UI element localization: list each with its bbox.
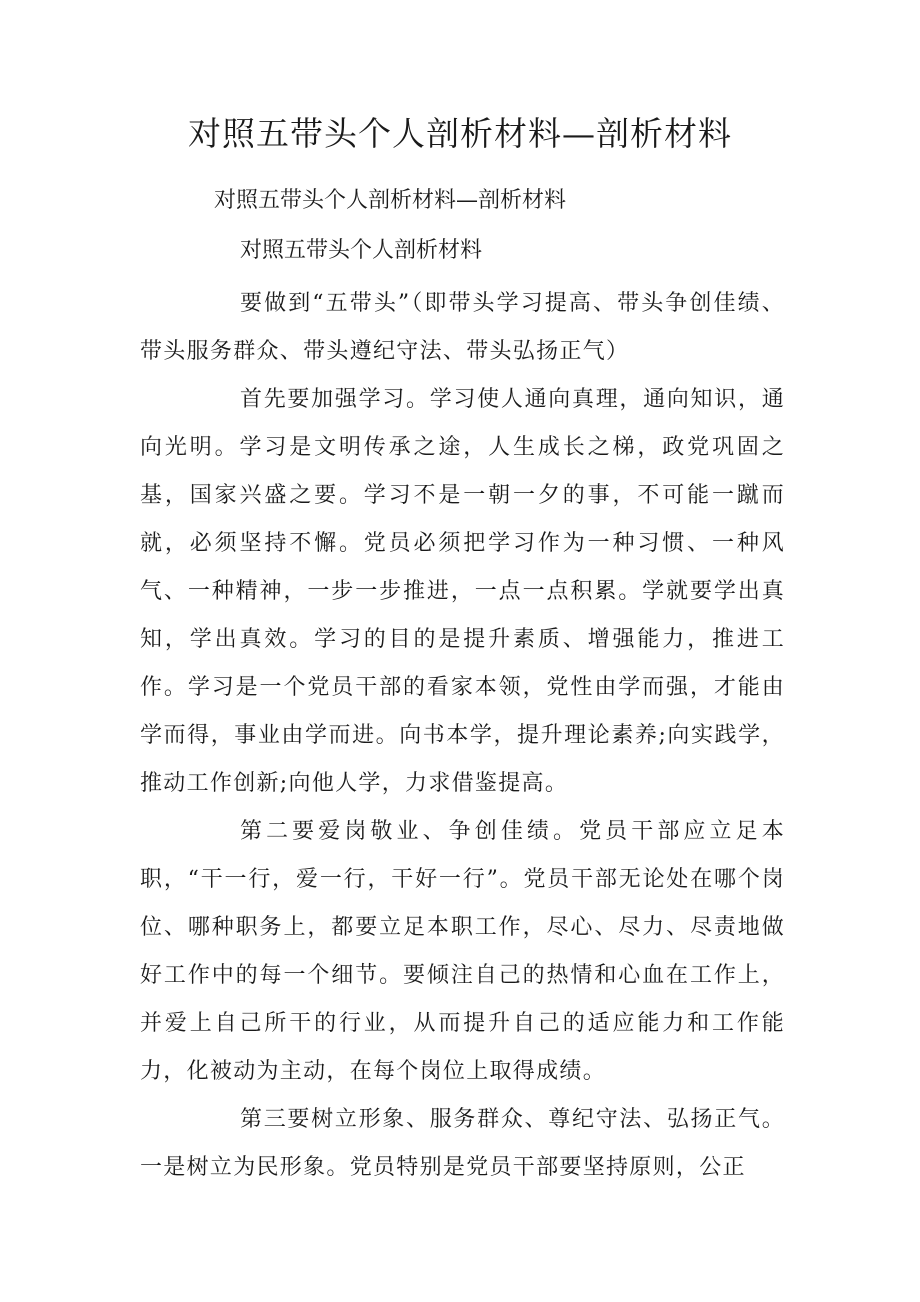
document-subtitle: 对照五带头个人剖析材料—剖析材料: [214, 188, 567, 213]
paragraph-five-leads: 要做到“五带头”（即带头学习提高、带头争创佳绩、带头服务群众、带头遵纪守法、带头弘扬正气）: [140, 291, 785, 364]
paragraph-dedication: 第二要爱岗敬业、争创佳绩。党员干部应立足本职，“干一行，爱一行，干好一行”。党员干部无论处在哪个岗位、哪种职务上，都要立足本职工作，尽心、尽力、尽责地做好工作中的每一个细节。要倾注自己的热情和心血在工作上，并爱上自己所干的行业，从而提升自己的适应能力和工作能力，化被动为主动，在每个岗位上取得成绩。: [140, 819, 785, 1084]
document-title: 对照五带头个人剖析材料—剖析材料: [188, 114, 732, 153]
document-body: [140, 280, 785, 1192]
document-section-heading: 对照五带头个人剖析材料: [240, 238, 483, 263]
paragraph-study: 首先要加强学习。学习使人通向真理，通向知识，通向光明。学习是文明传承之途，人生成长之梯，政党巩固之基，国家兴盛之要。学习不是一朝一夕的事，不可能一蹴而就，必须坚持不懈。党员必须把学习作为一种习惯、一种风气、一种精神，一步一步推进，一点一点积累。学就要学出真知，学出真效。学习的目的是提升素质、增强能力，推进工作。学习是一个党员干部的看家本领，党性由学而强，才能由学而得，事业由学而进。向书本学，提升理论素养;向实践学，推动工作创新;向他人学，力求借鉴提高。: [140, 387, 785, 796]
paragraph-image-service: 第三要树立形象、服务群众、尊纪守法、弘扬正气。一是树立为民形象。党员特别是党员干部要坚持原则，公正: [140, 1107, 785, 1180]
